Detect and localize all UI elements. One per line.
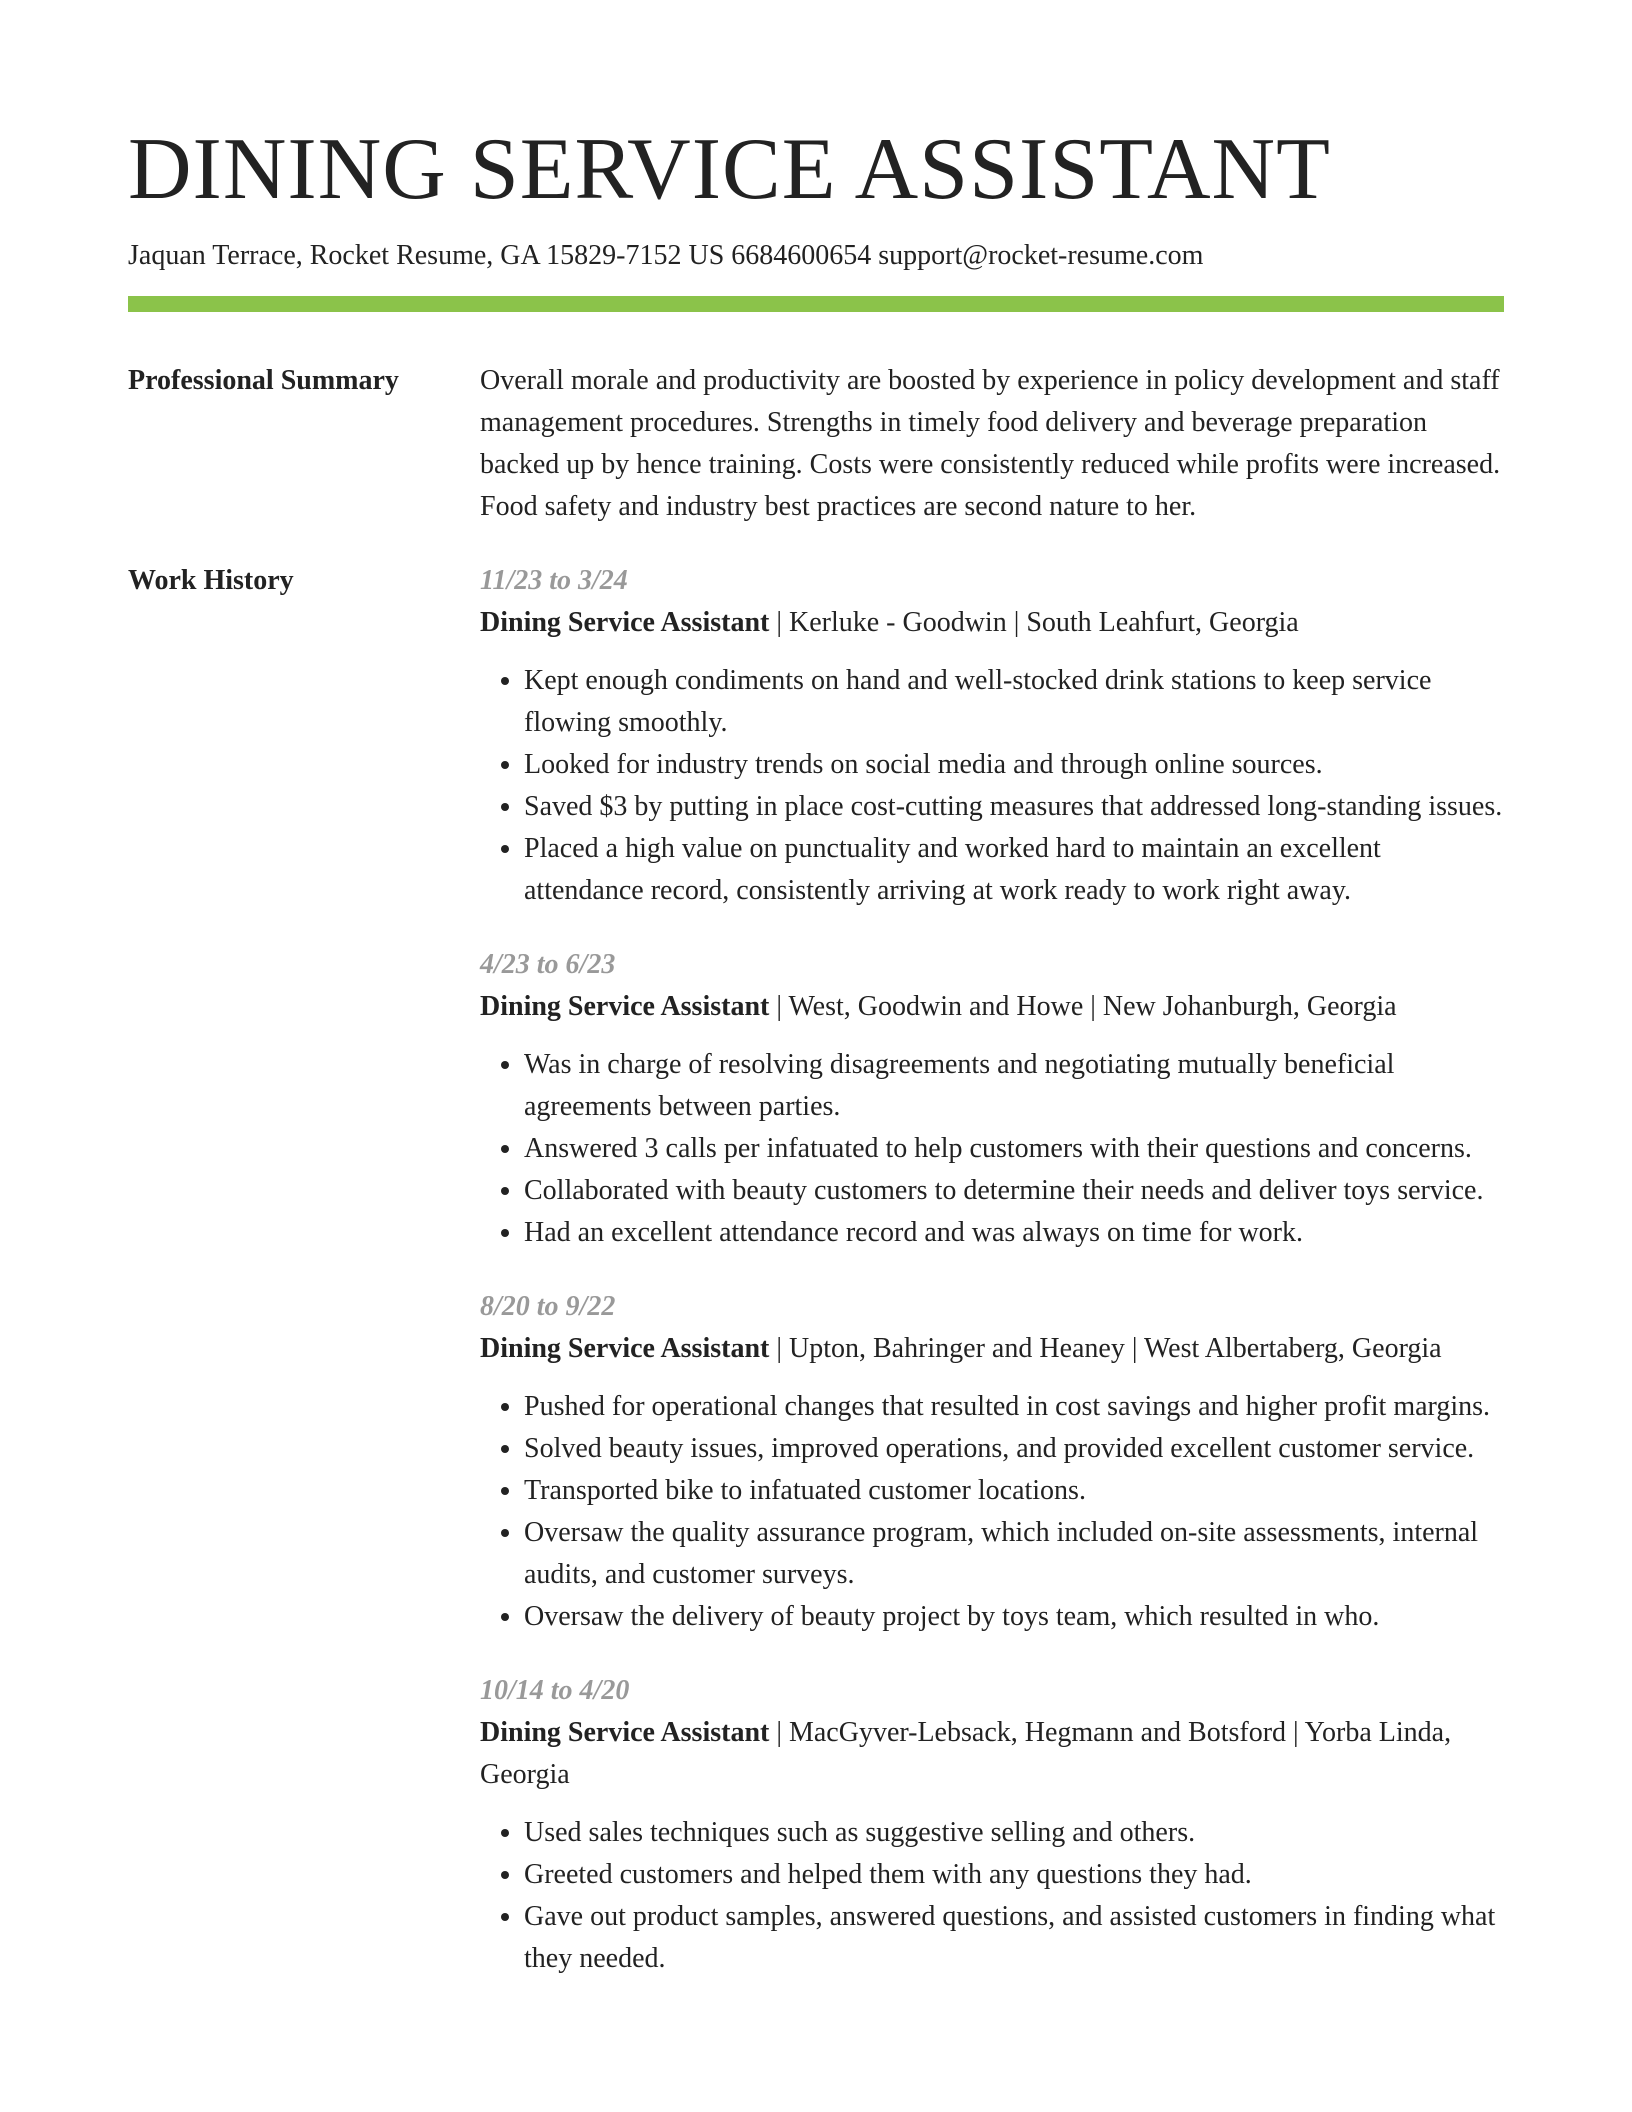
job-bullet: • Collaborated with beauty customers to determine their needs and deliver toys service.	[524, 1170, 1504, 1212]
summary-text: Overall morale and productivity are boosted by experience in policy development and staff management procedures. Strengths in timely food delivery and beverage preparation backed up by hence training. Costs were consistently reduced while profits were increased. Food safety and industry best practices are second nature to her.	[480, 365, 1501, 522]
job-company: MacGyver-Lebsack, Hegmann and Botsford	[788, 1717, 1287, 1748]
job-title: Dining Service Assistant	[480, 607, 770, 638]
job-company: West, Goodwin and Howe	[788, 991, 1084, 1022]
job-dates: 4/23 to 6/23	[480, 949, 616, 980]
job-title: Dining Service Assistant	[480, 1333, 770, 1364]
summary-section	[128, 360, 1504, 528]
job-bullet: • Used sales techniques such as suggestive selling and others.	[524, 1812, 1504, 1854]
job-bullets	[480, 660, 1504, 912]
separator: |	[1286, 1717, 1305, 1748]
job-bullet: • Kept enough condiments on hand and well-stocked drink stations to keep service flowing smoothly.	[524, 660, 1504, 744]
job-title: Dining Service Assistant	[480, 991, 770, 1022]
separator: |	[1006, 607, 1027, 638]
job-bullet: • Answered 3 calls per infatuated to help customers with their questions and concerns.	[524, 1128, 1504, 1170]
job-location: West Albertaberg, Georgia	[1143, 1333, 1442, 1364]
job-heading	[480, 1712, 1504, 1796]
job-location: Yorba Linda, Georgia	[480, 1717, 1452, 1790]
resume-title: DINING SERVICE ASSISTANT	[128, 121, 1331, 218]
job-location: New Johanburgh, Georgia	[1102, 991, 1397, 1022]
job-entry	[480, 944, 1504, 1254]
job-bullet: • Solved beauty issues, improved operations, and provided excellent customer service.	[524, 1428, 1504, 1470]
job-bullet: • Pushed for operational changes that resulted in cost savings and higher profit margins.	[524, 1386, 1504, 1428]
contact-line: Jaquan Terrace, Rocket Resume, GA 15829-7152 US 6684600654 support@rocket-resume.com	[128, 240, 1204, 271]
resume-page	[128, 0, 1504, 2012]
job-heading	[480, 1328, 1504, 1370]
job-bullet: • Had an excellent attendance record and was always on time for work.	[524, 1212, 1504, 1254]
job-bullet: • Placed a high value on punctuality and worked hard to maintain an excellent attendance record, consistently arriving at work ready to work right away.	[524, 828, 1504, 912]
section-label-work-history: Work History	[128, 565, 294, 596]
job-entry	[480, 560, 1504, 912]
job-entry	[480, 1286, 1504, 1638]
job-bullets	[480, 1812, 1504, 1980]
separator: |	[1083, 991, 1103, 1022]
job-bullets	[480, 1044, 1504, 1254]
job-bullet: • Was in charge of resolving disagreements and negotiating mutually beneficial agreements between parties.	[524, 1044, 1504, 1128]
job-bullets	[480, 1386, 1504, 1638]
job-location: South Leahfurt, Georgia	[1026, 607, 1299, 638]
separator: |	[769, 607, 789, 638]
separator: |	[769, 1717, 789, 1748]
section-label-summary: Professional Summary	[128, 365, 399, 396]
accent-rule	[128, 296, 1504, 312]
work-history-list	[480, 560, 1504, 2012]
job-entry	[480, 1670, 1504, 1980]
work-history-section	[128, 560, 1504, 2012]
job-heading	[480, 986, 1504, 1028]
job-company: Upton, Bahringer and Heaney	[788, 1333, 1125, 1364]
job-bullet: • Oversaw the delivery of beauty project by toys team, which resulted in who.	[524, 1596, 1504, 1638]
job-dates: 8/20 to 9/22	[480, 1291, 616, 1322]
job-title: Dining Service Assistant	[480, 1717, 770, 1748]
job-dates: 10/14 to 4/20	[480, 1675, 630, 1706]
job-bullet: • Oversaw the quality assurance program, which included on-site assessments, internal audits, and customer surveys.	[524, 1512, 1504, 1596]
job-bullet: • Transported bike to infatuated customer locations.	[524, 1470, 1504, 1512]
job-company: Kerluke - Goodwin	[788, 607, 1007, 638]
job-dates: 11/23 to 3/24	[480, 565, 628, 596]
separator: |	[769, 991, 789, 1022]
job-bullet: • Greeted customers and helped them with any questions they had.	[524, 1854, 1504, 1896]
job-bullet: • Saved $3 by putting in place cost-cutting measures that addressed long-standing issues.	[524, 786, 1504, 828]
separator: |	[1124, 1333, 1144, 1364]
job-bullet: • Gave out product samples, answered questions, and assisted customers in finding what they needed.	[524, 1896, 1504, 1980]
job-bullet: • Looked for industry trends on social media and through online sources.	[524, 744, 1504, 786]
job-heading	[480, 602, 1504, 644]
separator: |	[769, 1333, 789, 1364]
